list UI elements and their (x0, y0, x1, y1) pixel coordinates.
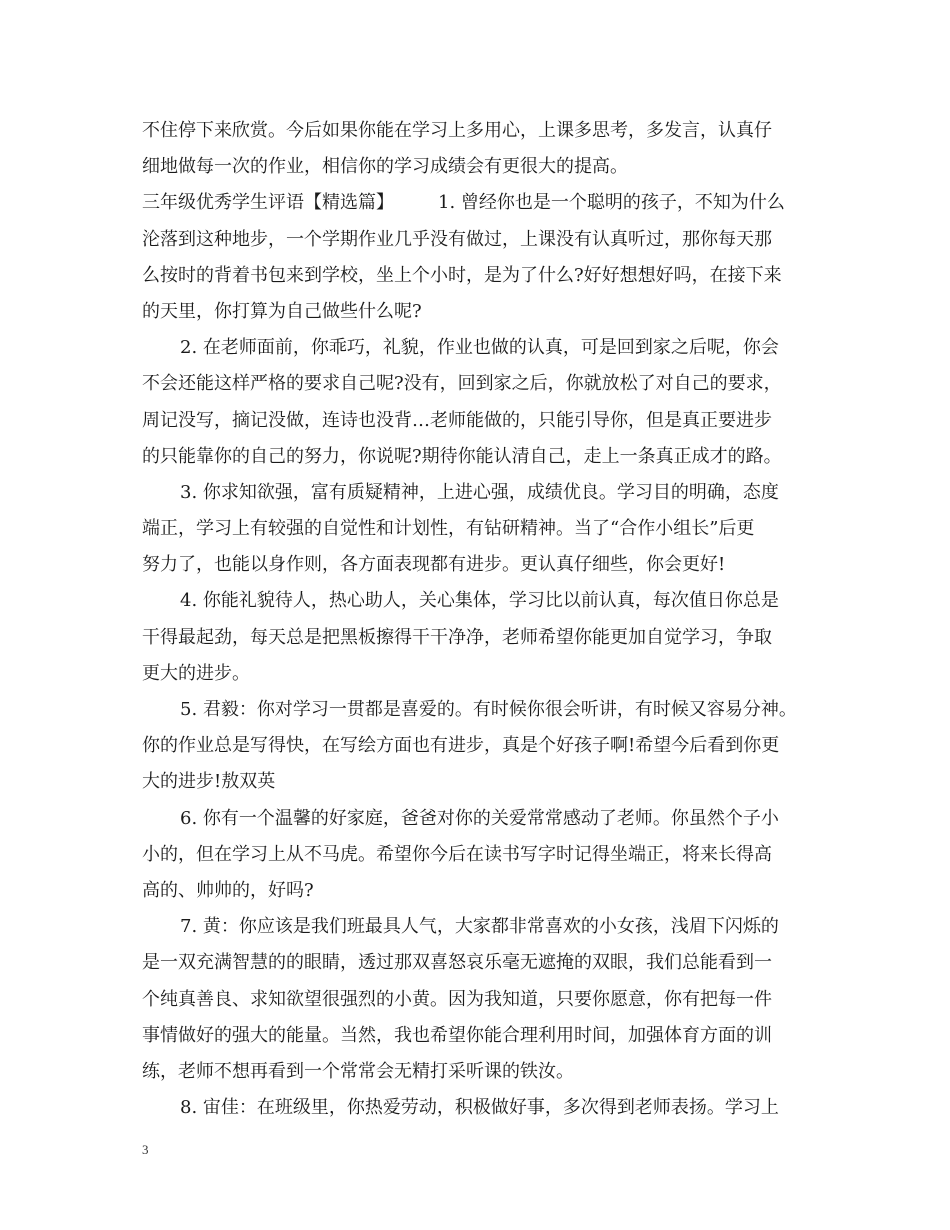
page-number: 3 (142, 1142, 149, 1157)
text-line: 事情做好的强大的能量。当然，我也希望你能合理利用时间，加强体育方面的训 (142, 1024, 772, 1046)
text-line: 努力了，也能以身作则，各方面表现都有进步。更认真仔细些，你会更好! (142, 554, 726, 576)
section-heading: 三年级优秀学生评语【精选篇】 (142, 192, 394, 214)
text-line: 更大的进步。 (142, 662, 250, 684)
paragraph-start-line: 2. 在老师面前，你乖巧，礼貌，作业也做的认真，可是回到家之后呢，你会 (180, 337, 779, 359)
text-line: 干得最起劲，每天总是把黑板擦得干干净净，老师希望你能更加自觉学习，争取 (142, 626, 772, 648)
text-line: 大的进步!敖双英 (142, 771, 276, 793)
document-body (142, 113, 812, 1126)
text-line: 1. 曾经你也是一个聪明的孩子，不知为什么 (438, 192, 785, 214)
text-line: 是一双充满智慧的的眼睛，透过那双喜怒哀乐毫无遮掩的双眼，我们总能看到一 (142, 952, 772, 974)
text-line: 不住停下来欣赏。今后如果你能在学习上多用心，上课多思考，多发言，认真仔 (142, 120, 772, 141)
paragraph-start-line: 5. 君毅：你对学习一贯都是喜爱的。有时候你很会听讲，有时候又容易分神。 (180, 699, 797, 720)
text-line: 周记没写，摘记没做，连诗也没背…老师能做的，只能引导你，但是真正要进步 (142, 409, 772, 431)
text-line: 么按时的背着书包来到学校，坐上个小时，是为了什么?好好想想好吗，在接下来 (142, 264, 782, 286)
text-line: 个纯真善良、求知欲望很强烈的小黄。因为我知道，只要你愿意，你有把每一件 (142, 988, 772, 1010)
section-heading-line (142, 185, 812, 221)
text-line: 你的作业总是写得快，在写绘方面也有进步，真是个好孩子啊!希望今后看到你更 (142, 735, 780, 757)
text-line: 高的、帅帅的，好吗? (142, 879, 314, 901)
text-line: 细地做每一次的作业，相信你的学习成绩会有更很大的提高。 (142, 156, 628, 178)
paragraph-start-line: 8. 宙佳：在班级里，你热爱劳动，积极做好事，多次得到老师表扬。学习上 (180, 1097, 779, 1119)
paragraph-start-line: 4. 你能礼貌待人，热心助人，关心集体，学习比以前认真，每次值日你总是 (180, 590, 779, 612)
text-line: 练，老师不想再看到一个常常会无精打采听课的铁汝。 (142, 1060, 574, 1082)
paragraph-start-line: 3. 你求知欲强，富有质疑精神，上进心强，成绩优良。学习目的明确，态度 (180, 481, 779, 503)
text-line: 的只能靠你的自己的努力，你说呢?期待你能认清自己，走上一条真正成才的路。 (142, 445, 782, 467)
text-line: 端正，学习上有较强的自觉性和计划性，有钻研精神。当了“合作小组长”后更 (142, 518, 755, 540)
text-line: 的天里，你打算为自己做些什么呢? (142, 300, 422, 322)
text-line: 小的，但在学习上从不马虎。希望你今后在读书写字时记得坐端正，将来长得高 (142, 843, 772, 865)
paragraph-start-line: 6. 你有一个温馨的好家庭，爸爸对你的关爱常常感动了老师。你虽然个子小 (180, 807, 779, 829)
text-line: 沦落到这种地步，一个学期作业几乎没有做过，上课没有认真听过，那你每天那 (142, 228, 772, 250)
paragraph-start-line: 7. 黄：你应该是我们班最具人气，大家都非常喜欢的小女孩，浅眉下闪烁的 (180, 916, 779, 938)
text-line: 不会还能这样严格的要求自己呢?没有，回到家之后，你就放松了对自己的要求， (142, 373, 782, 395)
